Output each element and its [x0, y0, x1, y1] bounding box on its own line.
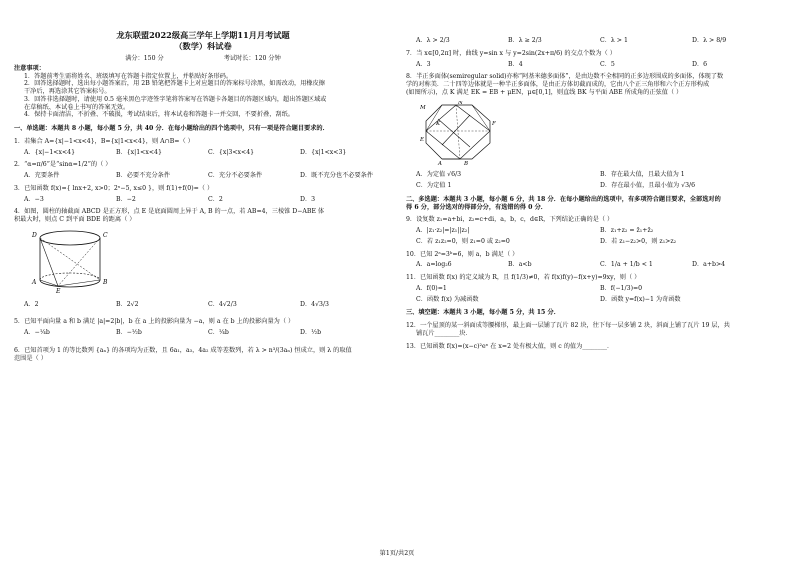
option-c: C．1/a + 1/b < 1: [600, 261, 653, 269]
option-a: A．a=log₂6: [416, 261, 452, 269]
question-5: [14, 318, 392, 337]
section-2-heading: [406, 196, 784, 212]
exam-title: [14, 30, 392, 52]
option-b: B．a<b: [508, 261, 532, 269]
question-10: [406, 251, 784, 270]
score-label: 满分：150 分: [125, 55, 164, 63]
option-b: B．{x|1<x<4}: [116, 148, 162, 156]
option-b: B．f(−1/3)=0: [600, 284, 643, 292]
option-d: D．4√3/3: [300, 300, 329, 308]
svg-text:B: B: [103, 278, 108, 286]
option-c: C．5: [600, 60, 615, 68]
option-d: D．既不充分也不必要条件: [300, 172, 374, 180]
question-stem-cont: 学的对称美．二十四等边体就是一种半正多面体，是由正方体切截而成的，它由八个正三角形和六个正方形构成: [406, 81, 710, 88]
option-b: B．λ ≥ 2/3: [508, 37, 542, 44]
question-stem: 2．“α=π/6”是“sinα=1/2”的（ ）: [14, 161, 112, 169]
option-c: C．函数 f(x) 为减函数: [416, 295, 479, 303]
question-4: [14, 208, 392, 308]
question-stem: 10．已知 2ᵃ=3ᵇ=6，则 a，b 满足（ ）: [406, 250, 519, 258]
question-stem: 8．半正多面体(semiregular solid)亦称“阿基米德多面体”，是由边数不全相同的正多边形围成的多面体，体现了数: [406, 73, 724, 81]
svg-text:K: K: [436, 120, 441, 127]
question-2: [14, 161, 392, 180]
svg-text:N: N: [458, 100, 463, 106]
polyhedron-diagram: [420, 101, 500, 165]
option-b: B．必要不充分条件: [116, 172, 171, 180]
question-stem: 9．设复数 z₁=a+bi，z₂=c+di，a，b，c，d∈R，下列结论正确的是（ ）: [406, 216, 614, 224]
option-c: C．{x|3<x<4}: [208, 148, 255, 156]
option-d: D．存在最小值，且最小值为 √3/6: [600, 182, 696, 189]
question-11: [406, 274, 784, 303]
question-13: [406, 343, 784, 351]
option-a: A．充要条件: [24, 172, 60, 180]
question-8: [406, 73, 784, 190]
note-item: 在草稿纸、本试卷上书写的答案无效。: [24, 103, 130, 111]
section-1-heading: 一、单选题：本题共 8 小题，每小题 5 分，共 40 分．在每小题给出的四个选项中，只有一项是符合题目要求的．: [14, 125, 329, 133]
option-d: D．λ > 8/9: [692, 37, 727, 44]
option-c: C．2: [208, 195, 223, 203]
option-d: D．6: [692, 60, 708, 68]
cylinder-figure: [28, 228, 392, 297]
option-d: D．函数 y=f(x)−1 为奇函数: [600, 295, 681, 303]
note-item: 干净后，再选涂其它答案标号。: [24, 88, 111, 96]
option-a: A．3: [416, 60, 431, 68]
question-stem: 7．当 x∈[0,2π] 时，曲线 y=sin x 与 y=2sin(2x+π/6) 的交点个数为（ ）: [406, 49, 616, 57]
option-d: D．{x|1<x<3}: [300, 148, 347, 156]
question-stem-cont: 范围是（ ）: [14, 354, 47, 362]
polyhedron-figure: [420, 101, 784, 168]
question-stem: 12．一个屋顶的某一斜面成等腰梯形，最上面一层铺了瓦片 82 块，往下每一层多铺 2 块，斜面上铺了瓦片 19 层，共: [406, 322, 730, 329]
option-a: A．为定值 √6/3: [416, 171, 462, 179]
title-line-2: （数学）科试卷: [174, 41, 232, 52]
option-b: B．4: [508, 60, 523, 68]
question-stem: 6．已知首项为 1 的等比数列 {aₙ} 的各项均为正数，且 6a₁，a₃，4a₂ 成等差数列，若 λ > n³/(3aₙ) 恒成立，则 λ 的取值: [14, 346, 352, 354]
option-b: B．−2: [116, 195, 136, 203]
option-a: A．2: [24, 300, 39, 308]
question-stem-cont: (如图所示)，点 K 满足 EK = EB + μEN，μ∈[0,1]，则直线 BK 与平面 ABE 所成角的正弦值（ ）: [406, 88, 683, 96]
svg-text:B: B: [464, 160, 469, 165]
question-stem: 11．已知函数 f(x) 的定义域为 R，且 f(1/3)≠0，若 f(x)f(y)−f(x+y)=9xy，则（ ）: [406, 274, 641, 281]
option-b: B．z₁+z₂ = z̄₁+z̄₂: [600, 227, 654, 234]
option-b: B．2√2: [116, 300, 139, 308]
question-9: [406, 216, 784, 245]
option-c: C．若 z₁z₂=0，则 z₁=0 或 z₂=0: [416, 237, 510, 245]
section-2-line-1: 二、多选题：本题共 3 小题，每小题 6 分，共 18 分．在每小题给出的选项中，有多项符合题目要求，全部选对的: [406, 195, 721, 203]
svg-text:M: M: [420, 104, 426, 111]
question-3: [14, 185, 392, 204]
option-a: A．f(0)=1: [416, 284, 447, 292]
svg-text:E: E: [420, 136, 425, 143]
note-item: 4．保持卡面清洁，不折叠、不破损，考试结束后，将本试卷和答题卡一并交回，不要折叠，刮纸。: [24, 111, 294, 119]
question-stem: 4．如图，圆柱的轴截面 ABCD 是正方形，点 E 是底面圆周上异于 A, B 的一点，若 AB=4，三棱锥 D−ABE 体: [14, 208, 325, 216]
svg-text:A: A: [32, 278, 37, 286]
question-1: [14, 138, 392, 157]
title-line-1: 龙东联盟2022级高三学年上学期11月月考试题: [116, 30, 290, 40]
option-c: C．4√2/3: [208, 300, 237, 308]
notes-heading: 注意事项：: [14, 64, 45, 72]
option-b: B．存在最大值，且最大值为 1: [600, 171, 685, 179]
note-item: 1．答题前考生需将姓名、班级填写在答题卡指定位置上，并粘贴好条形码。: [24, 72, 233, 80]
question-stem: 5．已知平面向量 a 和 b 满足 |a|=2|b|，b 在 a 上的投影向量为 −a，则 a 在 b 上的投影向量为（ ）: [14, 318, 295, 326]
note-item: 2．回答选择题时，选出每小题答案后，用 2B 铅笔把答题卡上对应题目的答案标号涂黑，如需改动，用橡皮擦: [24, 80, 325, 88]
option-c: C．¼b: [208, 329, 229, 337]
section-3-heading: 三、填空题：本题共 3 小题，每小题 5 分，共 15 分．: [406, 309, 560, 317]
left-column: [14, 30, 392, 362]
svg-text:A: A: [438, 160, 442, 165]
option-d: D．3: [300, 195, 316, 203]
question-stem-cont: 铺瓦片________块．: [416, 329, 472, 337]
option-a: A．λ > 2/3: [416, 37, 450, 44]
notes: [14, 65, 392, 119]
option-a: A．|z₁·z₂|=|z₁||z₂|: [416, 227, 470, 234]
option-a: A．−¼b: [24, 329, 50, 337]
note-item: 3．回答非选择题时，请使用 0.5 毫米黑色字迹签字笔将答案写在答题卡各题目的答题区域内，超出答题区域或: [24, 95, 327, 103]
question-6-options: [406, 37, 784, 45]
question-stem-cont: 积最大时，则点 C 到平面 BDE 的距离（ ）: [14, 216, 136, 224]
option-b: B．−½b: [116, 329, 142, 337]
question-stem: 1．若集合 A={x|−1<x<4}，B={x|1<x<4}，则 A∩B=（ ）: [14, 137, 194, 145]
svg-text:C: C: [103, 231, 108, 239]
svg-text:D: D: [32, 231, 37, 239]
option-c: C．充分不必要条件: [208, 172, 263, 180]
page-footer: 第1页/共2页: [379, 550, 415, 557]
option-c: C．λ > 1: [600, 37, 628, 44]
cylinder-diagram: [28, 228, 118, 294]
option-a: A．{x|−1<x<4}: [24, 148, 76, 156]
right-column: [406, 34, 784, 350]
question-6: [14, 347, 392, 363]
svg-text:E: E: [56, 287, 61, 294]
option-a: A．−3: [24, 195, 44, 203]
question-12: [406, 322, 784, 338]
question-7: [406, 50, 784, 69]
question-stem: 3．已知函数 f(x)={ lnx+2, x>0；2ˣ−5, x≤0 }，则 f(1)+f(0)=（ ）: [14, 184, 214, 192]
section-2-line-2: 得 6 分，部分选对的得部分分，有选错的得 0 分．: [406, 203, 547, 211]
exam-meta: [14, 55, 392, 63]
option-d: D．½b: [300, 329, 322, 337]
question-stem: 13．已知函数 f(x)=(x−c)²eˣ 在 x=2 处有极大值，则 c 的值为________．: [406, 342, 614, 350]
svg-text:F: F: [492, 120, 496, 127]
option-d: D．a+b>4: [692, 261, 726, 269]
option-c: C．为定值 1: [416, 182, 452, 189]
time-label: 考试时长：120 分钟: [223, 55, 281, 63]
option-d: D．若 z₁−z₂>0，则 z₁>z₂: [600, 237, 677, 245]
